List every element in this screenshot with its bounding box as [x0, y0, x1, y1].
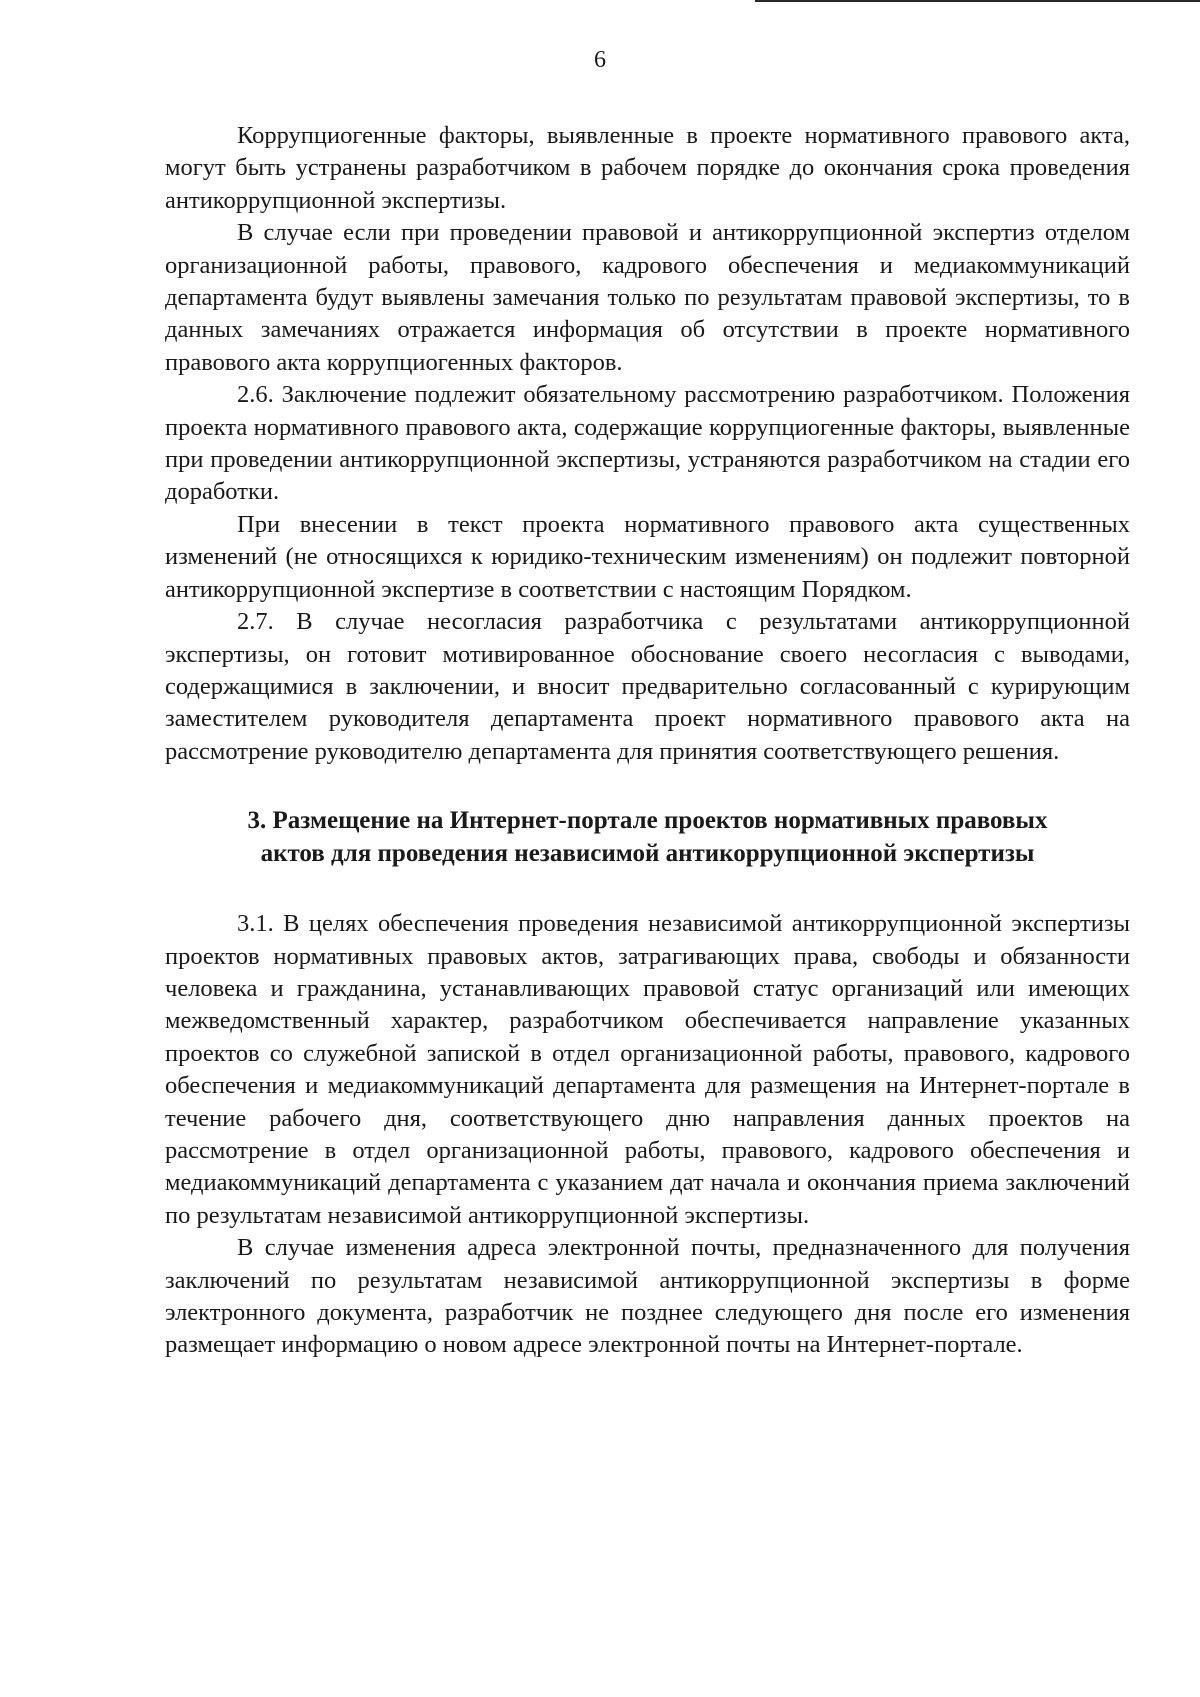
paragraph-substantial-changes: При внесении в текст проекта нормативного правового акта существенных изменений (не относящихся к юридико-техническим изменениям) он подлежит повторной антикоррупционной экспертизе в соответствии с настоящим Порядком.: [165, 510, 1130, 603]
paragraph-3-1: 3.1. В целях обеспечения проведения независимой антикоррупционной экспертизы проектов нормативных правовых актов, затрагивающих права, свободы и обязанности человека и гражданина, устанавливающих правовой статус организаций или имеющих межведомственный характер, разработчиком обеспечивается направление указанных проектов со служебной запиской в отдел организационной работы, правового, кадрового обеспечения и медиакоммуникаций департамента для размещения на Интернет-портале в течение рабочего дня, соответствующего дню направления данных проектов на рассмотрение в отдел организационной работы, правового, кадрового обеспечения и медиакоммуникаций департамента с указанием дат начала и окончания приема заключений по результатам независимой антикоррупционной экспертизы.: [165, 910, 1130, 1229]
paragraph-2-6: 2.6. Заключение подлежит обязательному рассмотрению разработчиком. Положения проекта нормативного правового акта, содержащие коррупциогенные факторы, выявленные при проведении антикоррупционной экспертизы, устраняются разработчиком на стадии его доработки.: [165, 381, 1130, 506]
top-scan-rule: [755, 0, 1200, 2]
paragraph-legal-expertise-remarks: В случае если при проведении правовой и антикоррупционной экспертиз отделом организационной работы, правового, кадрового обеспечения и медиакоммуникаций департамента будут выявлены замечания только по результатам правовой экспертизы, то в данных замечаниях отражается информация об отсутствии в проекте нормативного правового акта коррупциогенных факторов.: [165, 219, 1130, 376]
section-3-heading: 3. Размещение на Интернет-портале проектов нормативных правовых актов для проведения независимой антикоррупционной экспертизы: [247, 807, 1048, 868]
paragraph-2-7: 2.7. В случае несогласия разработчика с результатами антикоррупционной экспертизы, он готовит мотивированное обоснование своего несогласия с выводами, содержащимися в заключении, и вносит предварительно согласованный с курирующим заместителем руководителя департамента проект нормативного правового акта на рассмотрение руководителю департамента для принятия соответствующего решения.: [165, 608, 1130, 765]
paragraph-corruption-factors-removal: Коррупциогенные факторы, выявленные в проекте нормативного правового акта, могут быть устранены разработчиком в рабочем порядке до окончания срока проведения антикоррупционной экспертизы.: [165, 122, 1130, 214]
page-number: 6: [594, 47, 606, 73]
paragraph-email-change: В случае изменения адреса электронной почты, предназначенного для получения заключений по результатам независимой антикоррупционной экспертизы в форме электронного документа, разработчик не позднее следующего дня после его изменения размещает информацию о новом адресе электронной почты на Интернет-портале.: [165, 1234, 1130, 1359]
document-body: [165, 120, 1130, 1362]
